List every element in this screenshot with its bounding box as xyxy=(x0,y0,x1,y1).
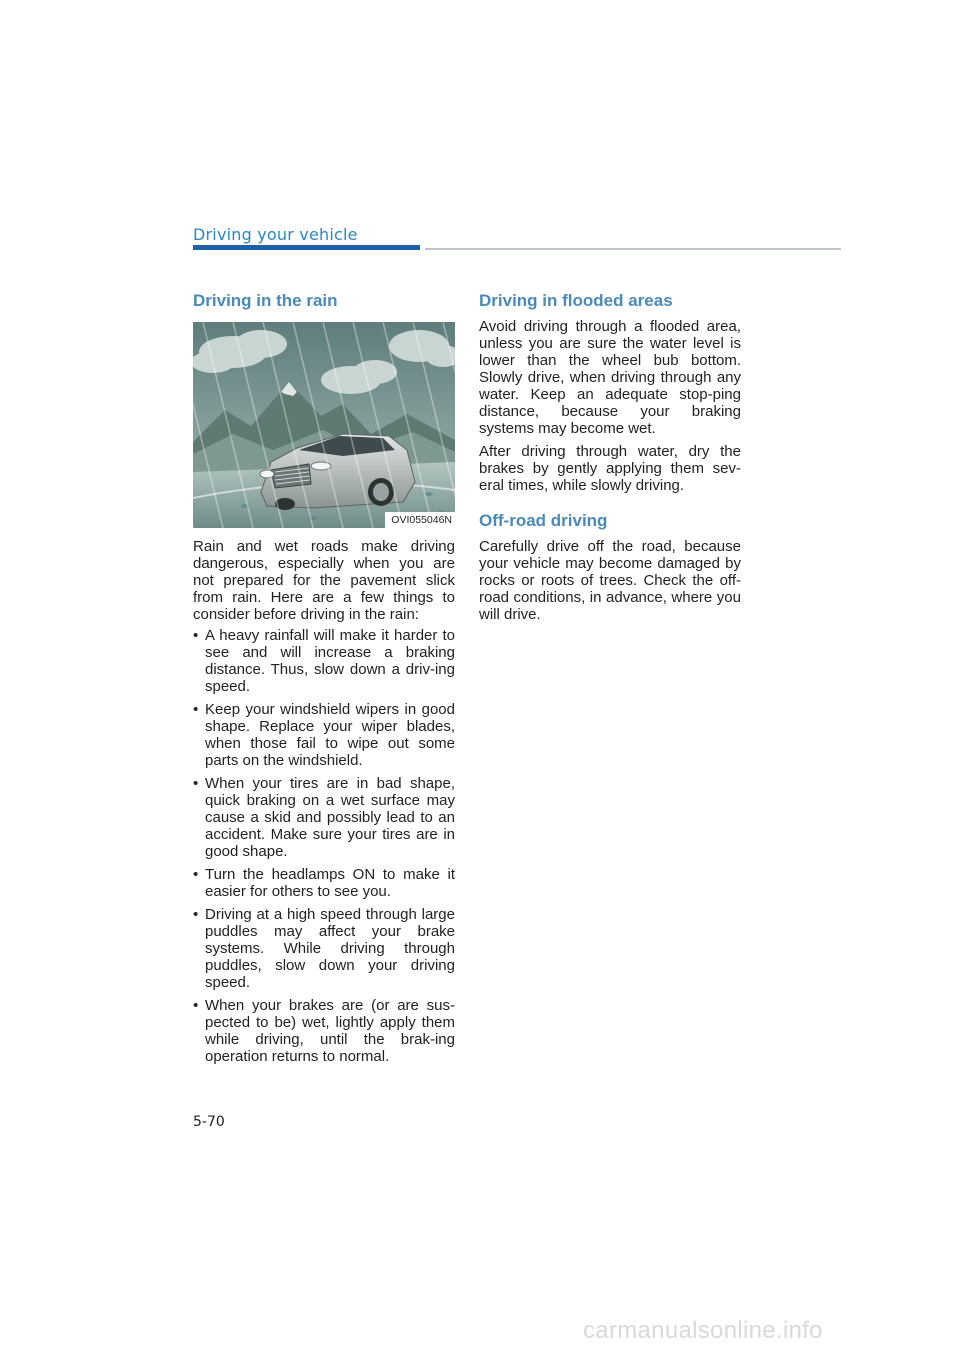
flooded-section-heading: Driving in flooded areas xyxy=(479,291,673,310)
offroad-paragraph: Carefully drive off the road, because your vehicle may become damaged by rocks or roots of trees. Check the off-road conditions, in advance, where you will drive. xyxy=(479,538,741,623)
bullet-glyph: • xyxy=(193,997,199,1014)
rain-section-heading: Driving in the rain xyxy=(193,291,338,310)
right-column xyxy=(479,290,741,623)
page-number: 5-70 xyxy=(193,1114,225,1130)
header-rule xyxy=(425,248,841,250)
list-item xyxy=(193,866,455,900)
flooded-areas-section xyxy=(479,290,741,494)
list-item-text: A heavy rainfall will make it harder to see and will increase a braking distance. Thus, slow down a driv-ing speed. xyxy=(205,627,455,695)
rain-figure xyxy=(193,322,455,528)
offroad-section-heading: Off-road driving xyxy=(479,511,608,530)
list-item-text: Keep your windshield wipers in good shape. Replace your wiper blades, when those fail to wipe out some parts on the windshield. xyxy=(205,701,455,769)
list-item-text: Driving at a high speed through large puddles may affect your brake systems. While driving through puddles, slow down your driving speed. xyxy=(205,906,455,991)
bullet-glyph: • xyxy=(193,866,199,883)
list-item xyxy=(193,997,455,1065)
rain-tips-list xyxy=(193,627,455,1065)
list-item-text: Turn the headlamps ON to make it easier for others to see you. xyxy=(205,866,455,900)
list-item xyxy=(193,627,455,695)
flooded-paragraph: Avoid driving through a flooded area, unless you are sure the water level is lower than the wheel bub bottom. Slowly drive, when driving through any water. Keep an adequate stop-ping distance, because your braking systems may become wet. xyxy=(479,318,741,437)
flooded-paragraph: After driving through water, dry the brakes by gently applying them sev-eral times, while slowly driving. xyxy=(479,443,741,494)
list-item xyxy=(193,701,455,769)
bullet-glyph: • xyxy=(193,775,199,792)
list-item-text: When your brakes are (or are sus-pected to be) wet, lightly apply them while driving, until the brak-ing operation returns to normal. xyxy=(205,997,455,1065)
offroad-section xyxy=(479,510,741,623)
car-in-rain-illustration xyxy=(193,322,455,528)
figure-code-label: OVI055046N xyxy=(385,512,455,528)
rain-intro-paragraph: Rain and wet roads make driving dangerous, especially when you are not prepared for the pavement slick from rain. Here are a few things to consider before driving in the rain: xyxy=(193,538,455,623)
list-item xyxy=(193,775,455,860)
header-accent-bar xyxy=(193,245,420,250)
bullet-glyph: • xyxy=(193,627,199,644)
bullet-glyph: • xyxy=(193,701,199,718)
list-item-text: When your tires are in bad shape, quick braking on a wet surface may cause a skid and possibly lead to an accident. Make sure your tires are in good shape. xyxy=(205,775,455,860)
watermark: carmanualsonline.info xyxy=(583,1317,823,1344)
left-column xyxy=(193,290,455,1071)
list-item xyxy=(193,906,455,991)
bullet-glyph: • xyxy=(193,906,199,923)
section-header-title: Driving your vehicle xyxy=(193,225,358,244)
